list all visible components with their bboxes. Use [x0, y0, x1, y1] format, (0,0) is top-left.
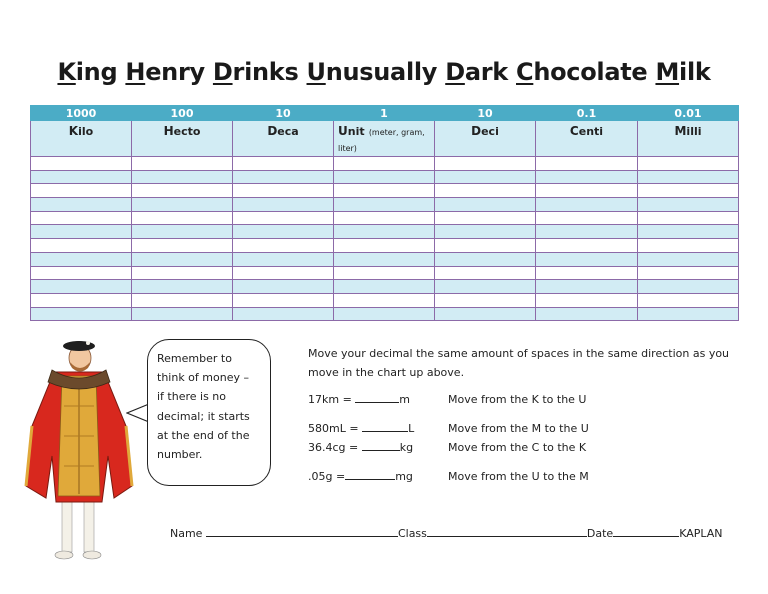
table-cell[interactable]: [435, 184, 536, 198]
table-row: [31, 239, 739, 253]
name-blank[interactable]: [206, 527, 398, 537]
blank-rows: [31, 157, 739, 321]
table-cell[interactable]: [31, 307, 132, 321]
table-row: [31, 157, 739, 171]
place-value-cell: 1000: [31, 106, 132, 121]
table-cell[interactable]: [435, 266, 536, 280]
prefix-cell-hecto: Hecto: [132, 121, 233, 157]
place-value-cell: 100: [132, 106, 233, 121]
table-cell[interactable]: [31, 293, 132, 307]
prefix-cell-milli: Milli: [638, 121, 739, 157]
table-row: [31, 225, 739, 239]
table-cell[interactable]: [334, 211, 435, 225]
table-cell[interactable]: [536, 293, 638, 307]
table-cell[interactable]: [31, 184, 132, 198]
table-cell[interactable]: [233, 252, 334, 266]
table-cell[interactable]: [334, 280, 435, 294]
table-cell[interactable]: [334, 239, 435, 253]
title-word: King: [57, 58, 118, 86]
table-cell[interactable]: [233, 239, 334, 253]
prefix-cell-centi: Centi: [536, 121, 638, 157]
table-cell[interactable]: [334, 170, 435, 184]
problem-2-hint: Move from the M to the U: [448, 422, 589, 435]
table-cell[interactable]: [31, 225, 132, 239]
table-cell[interactable]: [435, 239, 536, 253]
table-cell[interactable]: [132, 157, 233, 171]
table-cell[interactable]: [334, 225, 435, 239]
table-cell[interactable]: [334, 252, 435, 266]
table-cell[interactable]: [536, 184, 638, 198]
table-row: [31, 280, 739, 294]
table-cell[interactable]: [435, 211, 536, 225]
table-cell[interactable]: [638, 184, 739, 198]
problem-1: 17km = m: [308, 393, 411, 406]
table-cell[interactable]: [31, 280, 132, 294]
date-blank[interactable]: [613, 527, 679, 537]
table-cell[interactable]: [536, 307, 638, 321]
table-row: [31, 211, 739, 225]
table-cell[interactable]: [435, 170, 536, 184]
table-cell[interactable]: [132, 225, 233, 239]
teacher-name: KAPLAN: [679, 527, 723, 540]
table-cell[interactable]: [233, 280, 334, 294]
table-cell[interactable]: [435, 198, 536, 212]
prefix-cell-deci: Deci: [435, 121, 536, 157]
table-cell[interactable]: [31, 252, 132, 266]
table-cell[interactable]: [536, 239, 638, 253]
table-cell[interactable]: [638, 170, 739, 184]
table-cell[interactable]: [132, 170, 233, 184]
table-cell[interactable]: [536, 157, 638, 171]
table-cell[interactable]: [31, 239, 132, 253]
table-cell[interactable]: [536, 170, 638, 184]
prefix-cell-deca: Deca: [233, 121, 334, 157]
king-henry-illustration: [24, 336, 136, 564]
problem-2: 580mL = L: [308, 422, 415, 435]
problem-1-hint: Move from the K to the U: [448, 393, 587, 406]
table-row: [31, 293, 739, 307]
table-cell[interactable]: [638, 157, 739, 171]
answer-blank[interactable]: [345, 470, 395, 480]
table-cell[interactable]: [31, 157, 132, 171]
table-cell[interactable]: [334, 157, 435, 171]
table-cell[interactable]: [536, 225, 638, 239]
place-value-row: [31, 106, 739, 121]
table-cell[interactable]: [233, 184, 334, 198]
table-row: [31, 198, 739, 212]
title-word: Unusually: [306, 58, 438, 86]
table-cell[interactable]: [233, 198, 334, 212]
table-cell[interactable]: [334, 307, 435, 321]
table-cell[interactable]: [536, 198, 638, 212]
prefix-name-row: [31, 121, 739, 157]
table-cell[interactable]: [638, 280, 739, 294]
table-cell[interactable]: [132, 211, 233, 225]
table-cell[interactable]: [638, 211, 739, 225]
table-cell[interactable]: [132, 280, 233, 294]
table-cell[interactable]: [435, 307, 536, 321]
place-value-cell: 0.01: [638, 106, 739, 121]
table-cell[interactable]: [132, 266, 233, 280]
table-cell[interactable]: [233, 211, 334, 225]
unit-note: (meter, gram, liter): [338, 128, 425, 153]
bubble-line: decimal; it starts: [157, 409, 250, 423]
date-label: Date: [586, 527, 614, 540]
table-cell[interactable]: [638, 293, 739, 307]
table-cell[interactable]: [638, 225, 739, 239]
table-cell[interactable]: [233, 293, 334, 307]
title-word: Dark: [445, 58, 508, 86]
table-cell[interactable]: [334, 266, 435, 280]
table-cell[interactable]: [536, 280, 638, 294]
table-cell[interactable]: [536, 266, 638, 280]
place-value-cell: 0.1: [536, 106, 638, 121]
class-label: Class: [397, 527, 427, 540]
answer-blank[interactable]: [362, 441, 400, 451]
table-cell[interactable]: [132, 307, 233, 321]
title-word: Chocolate: [516, 58, 648, 86]
problem-3-hint: Move from the C to the K: [448, 441, 587, 454]
table-cell[interactable]: [132, 198, 233, 212]
table-cell[interactable]: [132, 184, 233, 198]
table-row: [31, 307, 739, 321]
title-word: Drinks: [212, 58, 299, 86]
speech-bubble: [147, 339, 271, 486]
bubble-line: Remember to: [157, 352, 232, 365]
table-cell[interactable]: [31, 198, 132, 212]
table-row: [31, 170, 739, 184]
bubble-line: at the end of the: [157, 428, 250, 442]
place-value-cell: 10: [233, 106, 334, 121]
instructions-text: Move your decimal the same amount of spaces in the same direction as you move in the chart up above.: [308, 347, 730, 379]
table-cell[interactable]: [31, 266, 132, 280]
bubble-line: think of money –: [157, 371, 249, 385]
table-cell[interactable]: [132, 293, 233, 307]
table-cell[interactable]: [435, 293, 536, 307]
prefix-cell-unit: Unit (meter, gram, liter): [334, 121, 435, 157]
prefix-cell-kilo: Kilo: [31, 121, 132, 157]
class-blank[interactable]: [427, 527, 587, 537]
table-cell[interactable]: [132, 239, 233, 253]
answer-blank[interactable]: [362, 422, 408, 432]
worksheet-title: [0, 58, 768, 86]
place-value-cell: 10: [435, 106, 536, 121]
table-cell[interactable]: [435, 157, 536, 171]
table-cell[interactable]: [638, 239, 739, 253]
table-cell[interactable]: [233, 266, 334, 280]
bubble-line: number.: [157, 448, 203, 462]
table-cell[interactable]: [435, 225, 536, 239]
table-cell[interactable]: [334, 184, 435, 198]
answer-blank[interactable]: [355, 393, 399, 403]
title-word: Henry: [125, 58, 205, 86]
table-cell[interactable]: [233, 307, 334, 321]
table-cell[interactable]: [435, 280, 536, 294]
table-row: [31, 184, 739, 198]
table-cell[interactable]: [638, 266, 739, 280]
table-cell[interactable]: [233, 157, 334, 171]
table-cell[interactable]: [435, 252, 536, 266]
table-cell[interactable]: [233, 170, 334, 184]
table-cell[interactable]: [132, 252, 233, 266]
table-cell[interactable]: [536, 252, 638, 266]
table-cell[interactable]: [638, 307, 739, 321]
table-row: [31, 266, 739, 280]
table-cell[interactable]: [536, 211, 638, 225]
table-cell[interactable]: [31, 211, 132, 225]
problem-3: 36.4cg = kg: [308, 441, 414, 454]
name-label: Name: [170, 527, 203, 540]
title-word: Milk: [655, 58, 711, 86]
table-row: [31, 252, 739, 266]
table-cell[interactable]: [233, 225, 334, 239]
bubble-line: if there is no: [157, 390, 227, 404]
metric-conversion-table: [30, 105, 739, 321]
problem-4: .05g = mg: [308, 470, 413, 483]
problem-4-hint: Move from the U to the M: [448, 470, 589, 483]
table-cell[interactable]: [31, 170, 132, 184]
table-cell[interactable]: [334, 198, 435, 212]
table-cell[interactable]: [638, 252, 739, 266]
footer-line: [170, 527, 723, 540]
place-value-cell: 1: [334, 106, 435, 121]
table-cell[interactable]: [334, 293, 435, 307]
table-cell[interactable]: [638, 198, 739, 212]
